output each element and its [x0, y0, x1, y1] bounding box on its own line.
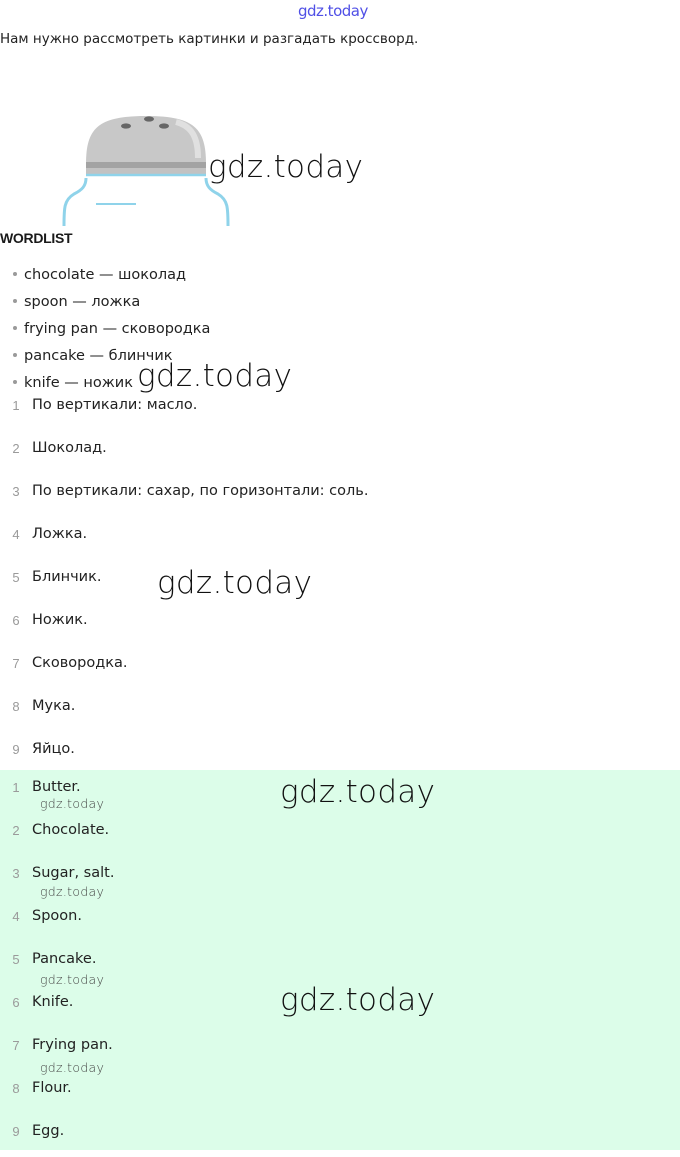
- answer-text: По вертикали: масло.: [32, 397, 198, 413]
- answer-text: Ножик.: [32, 612, 88, 628]
- answer-row: [0, 813, 680, 856]
- intro-text: Нам нужно рассмотреть картинки и разгадать кроссворд.: [0, 31, 419, 47]
- bullet-icon: [13, 380, 17, 384]
- wordlist-item: knife — ножик: [13, 370, 210, 397]
- answer-row: [0, 899, 680, 942]
- answer-number: 9: [12, 742, 20, 757]
- answer-text: Frying pan.: [32, 1037, 113, 1053]
- answer-number: 9: [12, 1124, 20, 1139]
- watermark: gdz.today: [137, 358, 293, 394]
- answer-text: Chocolate.: [32, 822, 110, 838]
- answer-row: [0, 646, 680, 689]
- answer-number: 4: [12, 909, 20, 924]
- watermark: gdz.today: [40, 972, 105, 987]
- wordlist-item: frying pan — сковородка: [13, 316, 210, 343]
- answer-row: [0, 517, 680, 560]
- answer-text: Sugar, salt.: [32, 865, 115, 881]
- top-watermark: gdz.today: [298, 2, 368, 20]
- answer-text: Блинчик.: [32, 569, 102, 585]
- bullet-icon: [13, 353, 17, 357]
- answer-row: [0, 431, 680, 474]
- answer-number: 2: [12, 441, 20, 456]
- bullet-icon: [13, 272, 17, 276]
- watermark: gdz.today: [40, 1060, 105, 1075]
- answer-number: 7: [12, 1038, 20, 1053]
- watermark: gdz.today: [157, 565, 313, 601]
- watermark: gdz.today: [280, 982, 436, 1018]
- answer-row: [0, 474, 680, 517]
- answer-text: Spoon.: [32, 908, 82, 924]
- answer-row: [0, 1114, 680, 1157]
- answer-number: 5: [12, 952, 20, 967]
- answer-text: Egg.: [32, 1123, 65, 1139]
- wordlist-item: chocolate — шоколад: [13, 262, 210, 289]
- answers-english: [0, 770, 680, 1150]
- answer-number: 6: [12, 995, 20, 1010]
- answer-row: [0, 689, 680, 732]
- answer-row: [0, 388, 680, 431]
- answer-number: 7: [12, 656, 20, 671]
- wordlist-item: spoon — ложка: [13, 289, 210, 316]
- answer-number: 1: [12, 780, 20, 795]
- wordlist-title: WORDLIST: [0, 230, 73, 246]
- answer-row: [0, 1071, 680, 1114]
- answer-text: Ложка.: [32, 526, 88, 542]
- answer-number: 8: [12, 699, 20, 714]
- answer-number: 4: [12, 527, 20, 542]
- answer-text: Knife.: [32, 994, 74, 1010]
- answer-number: 2: [12, 823, 20, 838]
- answer-text: По вертикали: сахар, по горизонтали: соль.: [32, 483, 369, 499]
- watermark: gdz.today: [280, 774, 436, 810]
- answer-number: 3: [12, 484, 20, 499]
- bullet-icon: [13, 299, 17, 303]
- wordlist-item: pancake — блинчик: [13, 343, 210, 370]
- answer-number: 5: [12, 570, 20, 585]
- answer-text: Сковородка.: [32, 655, 128, 671]
- answer-text: Мука.: [32, 698, 76, 714]
- answer-row: [0, 732, 680, 775]
- bullet-icon: [13, 326, 17, 330]
- answer-row: [0, 603, 680, 646]
- answer-text: Butter.: [32, 779, 81, 795]
- answer-text: Яйцо.: [32, 741, 75, 757]
- watermark: gdz.today: [208, 149, 364, 185]
- answer-text: Pancake.: [32, 951, 97, 967]
- answer-number: 3: [12, 866, 20, 881]
- answer-text: Шоколад.: [32, 440, 107, 456]
- watermark: gdz.today: [40, 796, 105, 811]
- answer-number: 8: [12, 1081, 20, 1096]
- answer-row: [0, 560, 680, 603]
- answer-text: Flour.: [32, 1080, 72, 1096]
- answer-number: 6: [12, 613, 20, 628]
- watermark: gdz.today: [40, 884, 105, 899]
- answer-number: 1: [12, 398, 20, 413]
